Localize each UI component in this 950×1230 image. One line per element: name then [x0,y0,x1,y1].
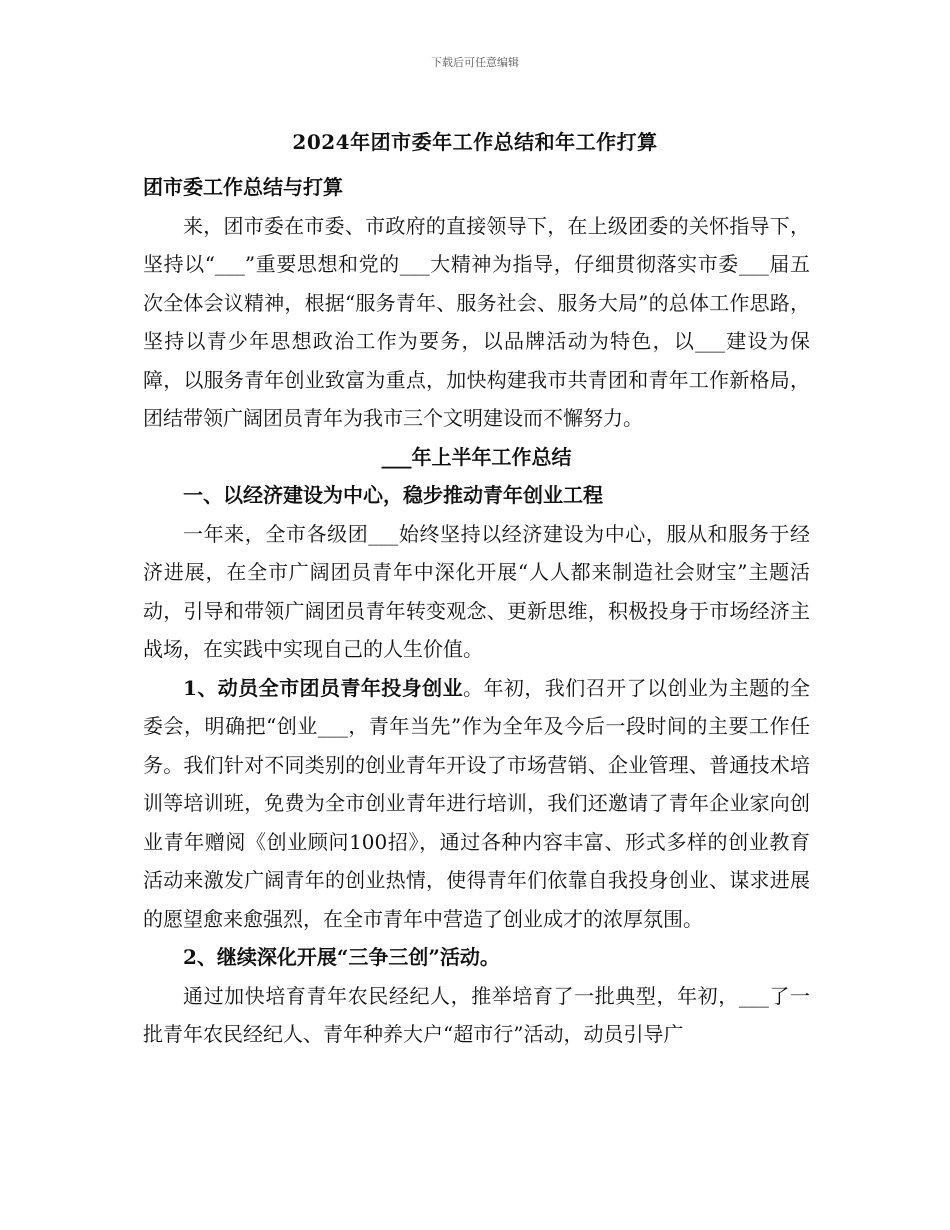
document-body [143,168,810,1054]
item1-paragraph [143,669,810,939]
section-title: 团市委工作总结与打算 [143,175,343,199]
item1-lead: 1、动员全市团员青年投身创业 [183,675,464,700]
part1-paragraph: 一年来，全市各级团___始终坚持以经济建设为中心，服从和服务于经济进展，在全市广阔团员青年中深化开展“人人都来制造社会财宝”主题活动，引导和带领广阔团员青年转变观念、更新思维，积极投身于市场经济主战场，在实践中实现自己的人生价值。 [143,521,810,661]
part1-heading: 一、以经济建设为中心，稳步推动青年创业工程 [183,483,603,507]
item1-body: 。年初，我们召开了以创业为主题的全委会，明确把“创业___，青年当先”作为全年及今后一段时间的主要工作任务。我们针对不同类别的创业青年开设了市场营销、企业管理、普通技术培训等培训班，免费为全市创业青年进行培训，我们还邀请了青年企业家向创业青年赠阅《创业顾问100招》，通过各种内容丰富、形式多样的创业教育活动来激发广阔青年的创业热情，使得青年们依靠自我投身创业、谋求进展的愿望愈来愈强烈，在全市青年中营造了创业成才的浓厚氛围。 [143,675,811,931]
half-year-heading: ___年上半年工作总结 [381,444,572,469]
page-title: 2024年团市委年工作总结和年工作打算 [292,130,658,154]
item2-heading: 2、继续深化开展“三争三创”活动。 [183,945,500,969]
item2-paragraph: 通过加快培育青年农民经纪人，推举培育了一批典型，年初，___了一批青年农民经纪人、青年种养大户“超市行”活动，动员引导广 [143,983,810,1046]
header-note: 下载后可任意编辑 [431,56,519,69]
intro-paragraph: 来，团市委在市委、市政府的直接领导下，在上级团委的关怀指导下，坚持以“___”重要思想和党的___大精神为指导，仔细贯彻落实市委___届五次全体会议精神，根据“服务青年、服务社会、服务大局”的总体工作思路，坚持以青少年思想政治工作为要务，以品牌活动为特色，以___建设为保障，以服务青年创业致富为重点，加快构建我市共青团和青年工作新格局，团结带领广阔团员青年为我市三个文明建设而不懈努力。 [143,213,810,430]
